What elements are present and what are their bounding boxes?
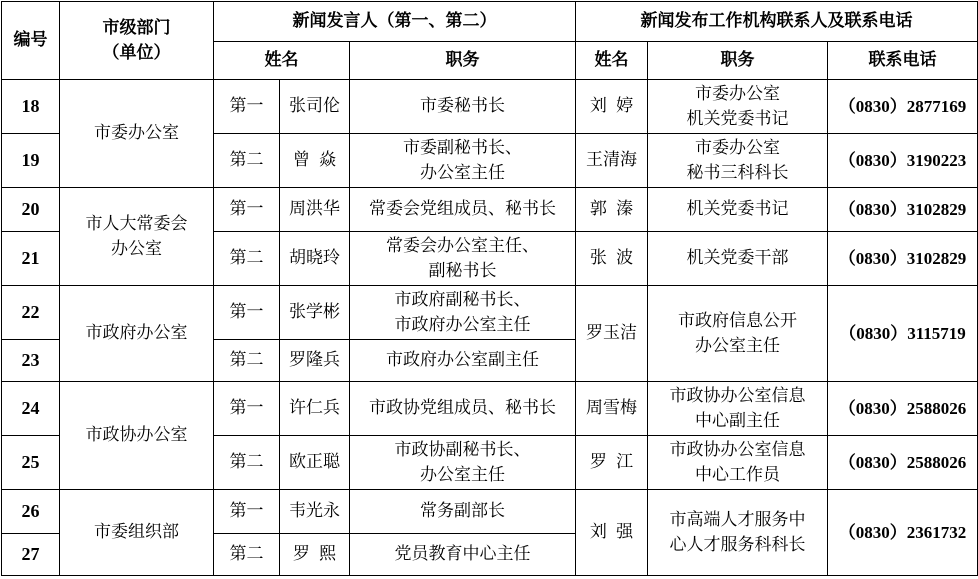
table-row — [2, 188, 978, 232]
contact-name: 王清海 — [576, 134, 648, 188]
spokesperson-name: 欧正聪 — [280, 436, 350, 490]
spokesperson-title: 市委副秘书长、 办公室主任 — [350, 134, 576, 188]
spokesperson-name: 罗隆兵 — [280, 340, 350, 382]
spokesperson-title: 常务副部长 — [350, 490, 576, 534]
contact-phone: （0830）2877169 — [828, 80, 978, 134]
contact-name: 刘强 — [576, 490, 648, 576]
header-c-title: 职务 — [648, 42, 828, 80]
contact-name: 刘婷 — [576, 80, 648, 134]
contact-name: 罗玉洁 — [576, 286, 648, 382]
header-num: 编号 — [2, 2, 60, 80]
row-num: 24 — [2, 382, 60, 436]
table-row — [2, 286, 978, 340]
contact-name: 郭溱 — [576, 188, 648, 232]
spokesperson-title: 常委会办公室主任、 副秘书长 — [350, 232, 576, 286]
rank-cell: 第二 — [214, 340, 280, 382]
table-row — [2, 382, 978, 436]
spokesperson-title: 市政府副秘书长、 市政府办公室主任 — [350, 286, 576, 340]
header-dept-line1: 市级部门 — [102, 17, 171, 38]
dept-cell: 市政协办公室 — [60, 382, 214, 490]
dept-cell: 市委办公室 — [60, 80, 214, 188]
rank-cell: 第一 — [214, 286, 280, 340]
row-num: 23 — [2, 340, 60, 382]
contact-title: 机关党委干部 — [648, 232, 828, 286]
contact-title: 市政协办公室信息 中心工作员 — [648, 436, 828, 490]
header-sp-title: 职务 — [350, 42, 576, 80]
contact-phone: （0830）3102829 — [828, 188, 978, 232]
contact-phone: （0830）3115719 — [828, 286, 978, 382]
spokesperson-name: 罗熙 — [280, 534, 350, 576]
rank-cell: 第二 — [214, 436, 280, 490]
row-num: 27 — [2, 534, 60, 576]
spokesperson-name: 曾焱 — [280, 134, 350, 188]
header-sp-name: 姓名 — [214, 42, 350, 80]
rank-cell: 第二 — [214, 134, 280, 188]
dept-cell: 市政府办公室 — [60, 286, 214, 382]
contact-phone: （0830）2588026 — [828, 382, 978, 436]
contact-phone: （0830）3190223 — [828, 134, 978, 188]
spokesperson-table — [1, 1, 978, 576]
rank-cell: 第一 — [214, 490, 280, 534]
spokesperson-title: 市政府办公室副主任 — [350, 340, 576, 382]
spokesperson-title: 常委会党组成员、秘书长 — [350, 188, 576, 232]
spokesperson-title: 党员教育中心主任 — [350, 534, 576, 576]
spokesperson-name: 周洪华 — [280, 188, 350, 232]
spokesperson-name: 张学彬 — [280, 286, 350, 340]
contact-title: 市委办公室 秘书三科科长 — [648, 134, 828, 188]
dept-cell: 市人大常委会 办公室 — [60, 188, 214, 286]
header-dept-line2: （单位） — [102, 42, 171, 63]
spokesperson-title: 市政协党组成员、秘书长 — [350, 382, 576, 436]
table-row — [2, 80, 978, 134]
spokesperson-title: 市委秘书长 — [350, 80, 576, 134]
spokesperson-title: 市政协副秘书长、 办公室主任 — [350, 436, 576, 490]
rank-cell: 第二 — [214, 232, 280, 286]
row-num: 19 — [2, 134, 60, 188]
rank-cell: 第二 — [214, 534, 280, 576]
rank-cell: 第一 — [214, 188, 280, 232]
contact-title: 市高端人才服务中 心人才服务科科长 — [648, 490, 828, 576]
contact-title: 市政协办公室信息 中心副主任 — [648, 382, 828, 436]
table-row — [2, 490, 978, 534]
spokesperson-name: 张司伦 — [280, 80, 350, 134]
header-c-phone: 联系电话 — [828, 42, 978, 80]
spokesperson-name: 韦光永 — [280, 490, 350, 534]
row-num: 20 — [2, 188, 60, 232]
header-row-1 — [2, 2, 978, 42]
contact-title: 市委办公室 机关党委书记 — [648, 80, 828, 134]
dept-cell: 市委组织部 — [60, 490, 214, 576]
rank-cell: 第一 — [214, 382, 280, 436]
row-num: 21 — [2, 232, 60, 286]
header-c-name: 姓名 — [576, 42, 648, 80]
header-contact: 新闻发布工作机构联系人及联系电话 — [576, 2, 978, 42]
contact-phone: （0830）2361732 — [828, 490, 978, 576]
contact-title: 市政府信息公开 办公室主任 — [648, 286, 828, 382]
contact-name: 张波 — [576, 232, 648, 286]
rank-cell: 第一 — [214, 80, 280, 134]
spokesperson-name: 许仁兵 — [280, 382, 350, 436]
header-spokesperson: 新闻发言人（第一、第二） — [214, 2, 576, 42]
contact-phone: （0830）2588026 — [828, 436, 978, 490]
contact-name: 周雪梅 — [576, 382, 648, 436]
row-num: 22 — [2, 286, 60, 340]
spokesperson-name: 胡晓玲 — [280, 232, 350, 286]
contact-name: 罗江 — [576, 436, 648, 490]
row-num: 25 — [2, 436, 60, 490]
row-num: 26 — [2, 490, 60, 534]
contact-title: 机关党委书记 — [648, 188, 828, 232]
header-dept — [60, 2, 214, 80]
contact-phone: （0830）3102829 — [828, 232, 978, 286]
row-num: 18 — [2, 80, 60, 134]
